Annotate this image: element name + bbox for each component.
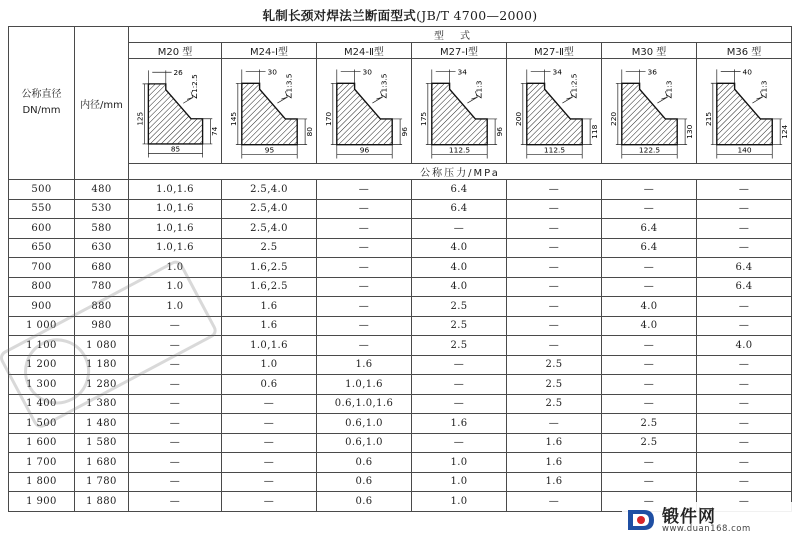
pressure-cell: — xyxy=(412,219,507,239)
pressure-cell: 1.6 xyxy=(507,433,602,453)
table-row xyxy=(9,375,792,395)
profile-sketch-cell xyxy=(412,59,507,164)
pressure-cell: 6.4 xyxy=(412,180,507,200)
dn-cell: 1 100 xyxy=(9,336,75,356)
dim-top: 34 xyxy=(457,67,467,77)
dn-cell: 700 xyxy=(9,258,75,278)
dim-height: 145 xyxy=(228,111,238,126)
inner-diameter-cell: 780 xyxy=(75,277,129,297)
pressure-cell: — xyxy=(129,414,222,434)
dn-cell: 800 xyxy=(9,277,75,297)
type-name: M27-Ⅰ型 xyxy=(412,43,507,59)
pressure-cell: 1.6 xyxy=(317,355,412,375)
dim-top: 34 xyxy=(552,67,562,77)
flange-profile-diagram xyxy=(602,59,696,163)
pressure-cell: — xyxy=(222,394,317,414)
dim-height: 170 xyxy=(323,111,333,126)
pressure-cell: 0.6,1.0 xyxy=(317,414,412,434)
dn-cell: 600 xyxy=(9,219,75,239)
inner-diameter-cell: 630 xyxy=(75,238,129,258)
pressure-header: 公称压力/MPa xyxy=(129,164,792,180)
pressure-cell: 2.5 xyxy=(602,433,697,453)
dim-base: 122.5 xyxy=(638,145,661,155)
dim-hub: 96 xyxy=(400,127,410,137)
pressure-cell: 4.0 xyxy=(602,297,697,317)
pressure-cell: — xyxy=(129,394,222,414)
dim-base: 85 xyxy=(170,144,181,154)
dim-hub: 74 xyxy=(210,126,220,136)
dim-height: 175 xyxy=(418,111,428,126)
pressure-cell: 1.6 xyxy=(412,414,507,434)
logo-mark-icon xyxy=(624,504,656,536)
pressure-cell: 2.5,4.0 xyxy=(222,180,317,200)
dim-top: 36 xyxy=(647,67,657,77)
pressure-cell: 2.5,4.0 xyxy=(222,219,317,239)
dn-cell: 500 xyxy=(9,180,75,200)
dn-cell: 1 200 xyxy=(9,355,75,375)
pressure-cell: — xyxy=(507,336,602,356)
dn-cell: 1 500 xyxy=(9,414,75,434)
pressure-cell: 0.6 xyxy=(317,492,412,512)
flange-spec-table xyxy=(8,26,792,512)
pressure-cell: 1.0,1.6 xyxy=(129,180,222,200)
table-row xyxy=(9,238,792,258)
dn-header-unit: DN/mm xyxy=(22,105,61,116)
flange-profile-diagram xyxy=(129,59,221,163)
type-group-header: 型式 xyxy=(129,27,792,43)
pressure-cell: — xyxy=(222,453,317,473)
dim-hub: 80 xyxy=(305,127,315,137)
dim-taper: ∠1:3 xyxy=(664,80,674,100)
pressure-cell: — xyxy=(602,180,697,200)
pressure-cell: 0.6,1.0 xyxy=(317,433,412,453)
pressure-cell: 2.5,4.0 xyxy=(222,199,317,219)
pressure-cell: 1.6 xyxy=(507,472,602,492)
dim-taper: ∠1:3 xyxy=(759,80,769,100)
pressure-cell: — xyxy=(317,258,412,278)
table-row xyxy=(9,472,792,492)
inner-diameter-cell: 1 780 xyxy=(75,472,129,492)
pressure-cell: — xyxy=(129,355,222,375)
pressure-cell: — xyxy=(507,238,602,258)
pressure-cell: — xyxy=(317,336,412,356)
pressure-cell: — xyxy=(222,433,317,453)
pressure-cell: 2.5 xyxy=(412,336,507,356)
pressure-cell: 4.0 xyxy=(602,316,697,336)
inner-diameter-cell: 1 280 xyxy=(75,375,129,395)
pressure-cell: 2.5 xyxy=(602,414,697,434)
pressure-cell: — xyxy=(129,433,222,453)
pressure-cell: — xyxy=(697,414,792,434)
pressure-cell: — xyxy=(317,297,412,317)
table-row xyxy=(9,336,792,356)
flange-profile-diagram xyxy=(507,59,601,163)
pressure-cell: — xyxy=(602,472,697,492)
dn-cell: 1 000 xyxy=(9,316,75,336)
flange-profile-diagram xyxy=(412,59,506,163)
table-row xyxy=(9,433,792,453)
dim-base: 95 xyxy=(264,145,275,155)
pressure-cell: 2.5 xyxy=(507,375,602,395)
profile-sketch-cell xyxy=(129,59,222,164)
inner-diameter-cell: 1 880 xyxy=(75,492,129,512)
pressure-cell: — xyxy=(317,199,412,219)
table-row xyxy=(9,180,792,200)
title-text: 轧制长颈对焊法兰断面型式 xyxy=(262,8,417,23)
pressure-cell: — xyxy=(412,394,507,414)
inner-diameter-cell: 1 580 xyxy=(75,433,129,453)
pressure-cell: 1.0,1.6 xyxy=(129,219,222,239)
site-logo xyxy=(622,502,792,538)
pressure-cell: 4.0 xyxy=(697,336,792,356)
table-row xyxy=(9,394,792,414)
dn-header xyxy=(9,27,75,180)
pressure-cell: — xyxy=(222,492,317,512)
pressure-cell: 1.0,1.6 xyxy=(129,238,222,258)
dim-base: 140 xyxy=(737,145,752,155)
dn-cell: 1 400 xyxy=(9,394,75,414)
dn-cell: 650 xyxy=(9,238,75,258)
pressure-cell: — xyxy=(129,316,222,336)
pressure-cell: 2.5 xyxy=(412,297,507,317)
dim-taper: ∠1:2.5 xyxy=(569,73,579,100)
pressure-cell: — xyxy=(412,433,507,453)
dim-height: 200 xyxy=(513,111,523,126)
dim-taper: ∠1:3 xyxy=(474,80,484,100)
dim-taper: ∠1:3.5 xyxy=(379,73,389,100)
pressure-cell: — xyxy=(602,375,697,395)
table-row xyxy=(9,316,792,336)
dim-hub: 130 xyxy=(685,124,695,139)
profile-sketch-cell xyxy=(602,59,697,164)
inner-diameter-header: 内径/mm xyxy=(75,27,129,180)
logo-name: 锻件网 xyxy=(662,507,716,527)
pressure-cell: — xyxy=(602,258,697,278)
pressure-cell: 1.0 xyxy=(129,297,222,317)
pressure-cell: 1.0,1.6 xyxy=(129,199,222,219)
pressure-cell: 1.0,1.6 xyxy=(317,375,412,395)
dim-hub: 118 xyxy=(590,124,600,139)
pressure-cell: — xyxy=(412,375,507,395)
dn-cell: 550 xyxy=(9,199,75,219)
pressure-cell: — xyxy=(602,394,697,414)
logo-url: www.duan168.com xyxy=(662,524,751,534)
pressure-cell: 0.6,1.0,1.6 xyxy=(317,394,412,414)
flange-profile-diagram xyxy=(317,59,411,163)
dim-base: 112.5 xyxy=(448,145,471,155)
pressure-cell: — xyxy=(697,453,792,473)
inner-diameter-cell: 1 180 xyxy=(75,355,129,375)
dim-height: 215 xyxy=(703,111,713,126)
dim-top: 30 xyxy=(362,67,372,77)
inner-diameter-cell: 480 xyxy=(75,180,129,200)
pressure-cell: 2.5 xyxy=(507,355,602,375)
type-name: M24-Ⅰ型 xyxy=(222,43,317,59)
pressure-cell: — xyxy=(317,277,412,297)
pressure-cell: 1.6 xyxy=(507,453,602,473)
type-name: M30 型 xyxy=(602,43,697,59)
pressure-cell: — xyxy=(317,316,412,336)
pressure-cell: 6.4 xyxy=(697,258,792,278)
table-row xyxy=(9,414,792,434)
pressure-cell: — xyxy=(507,492,602,512)
profile-sketch-cell xyxy=(222,59,317,164)
pressure-cell: — xyxy=(507,297,602,317)
pressure-cell: — xyxy=(602,453,697,473)
dim-hub: 124 xyxy=(780,124,790,139)
pressure-cell: — xyxy=(507,277,602,297)
pressure-cell: — xyxy=(697,355,792,375)
dim-hub: 96 xyxy=(495,127,505,137)
pressure-cell: — xyxy=(129,375,222,395)
dim-height: 125 xyxy=(135,111,145,126)
pressure-cell: 6.4 xyxy=(602,219,697,239)
type-name: M24-Ⅱ型 xyxy=(317,43,412,59)
pressure-cell: 1.0 xyxy=(412,492,507,512)
type-name: M27-Ⅱ型 xyxy=(507,43,602,59)
table-body xyxy=(9,180,792,512)
pressure-cell: — xyxy=(507,219,602,239)
pressure-cell: 6.4 xyxy=(412,199,507,219)
inner-diameter-cell: 1 080 xyxy=(75,336,129,356)
dim-height: 220 xyxy=(608,111,618,126)
type-name: M36 型 xyxy=(697,43,792,59)
pressure-cell: 1.0 xyxy=(129,258,222,278)
profile-sketch-cell xyxy=(317,59,412,164)
pressure-cell: 1.0 xyxy=(222,355,317,375)
inner-diameter-cell: 580 xyxy=(75,219,129,239)
flange-profile-diagram xyxy=(222,59,316,163)
dn-cell: 1 600 xyxy=(9,433,75,453)
pressure-cell: — xyxy=(129,492,222,512)
flange-profile-diagram xyxy=(697,59,791,163)
pressure-cell: — xyxy=(129,472,222,492)
pressure-cell: 1.6,2.5 xyxy=(222,277,317,297)
dim-taper: ∠1:3.5 xyxy=(284,73,294,100)
pressure-cell: 1.0,1.6 xyxy=(222,336,317,356)
pressure-cell: — xyxy=(507,316,602,336)
dn-cell: 1 300 xyxy=(9,375,75,395)
dn-cell: 1 800 xyxy=(9,472,75,492)
inner-diameter-cell: 1 480 xyxy=(75,414,129,434)
pressure-cell: — xyxy=(507,414,602,434)
pressure-cell: 0.6 xyxy=(222,375,317,395)
pressure-cell: — xyxy=(507,199,602,219)
pressure-cell: 2.5 xyxy=(412,316,507,336)
pressure-cell: — xyxy=(697,219,792,239)
pressure-cell: — xyxy=(222,472,317,492)
type-name: M20 型 xyxy=(129,43,222,59)
pressure-cell: — xyxy=(697,394,792,414)
table-row xyxy=(9,297,792,317)
pressure-cell: — xyxy=(697,472,792,492)
pressure-cell: — xyxy=(697,297,792,317)
pressure-cell: 0.6 xyxy=(317,472,412,492)
table-header xyxy=(9,27,792,180)
dim-top: 40 xyxy=(742,67,752,77)
dim-top: 26 xyxy=(173,68,183,78)
pressure-cell: 1.0 xyxy=(412,472,507,492)
table-row xyxy=(9,258,792,278)
dim-base: 96 xyxy=(359,145,370,155)
pressure-cell: 4.0 xyxy=(412,238,507,258)
pressure-cell: 1.6 xyxy=(222,316,317,336)
pressure-cell: — xyxy=(222,414,317,434)
pressure-cell: 1.6,2.5 xyxy=(222,258,317,278)
pressure-cell: — xyxy=(697,180,792,200)
pressure-cell: — xyxy=(507,258,602,278)
pressure-cell: 6.4 xyxy=(602,238,697,258)
pressure-cell: — xyxy=(129,336,222,356)
dn-cell: 1 900 xyxy=(9,492,75,512)
table-row xyxy=(9,199,792,219)
pressure-cell: — xyxy=(507,180,602,200)
pressure-cell: — xyxy=(697,238,792,258)
pressure-cell: 2.5 xyxy=(222,238,317,258)
dn-cell: 900 xyxy=(9,297,75,317)
dim-taper: ∠1:2.5 xyxy=(189,74,199,100)
page-title xyxy=(0,6,800,24)
inner-diameter-cell: 980 xyxy=(75,316,129,336)
inner-diameter-cell: 880 xyxy=(75,297,129,317)
pressure-cell: 4.0 xyxy=(412,258,507,278)
inner-diameter-cell: 1 680 xyxy=(75,453,129,473)
pressure-cell: — xyxy=(697,433,792,453)
pressure-cell: — xyxy=(602,277,697,297)
dn-header-label: 公称直径 xyxy=(21,89,62,100)
dim-top: 30 xyxy=(267,67,277,77)
pressure-cell: — xyxy=(317,238,412,258)
pressure-cell: 2.5 xyxy=(507,394,602,414)
pressure-cell: — xyxy=(602,355,697,375)
pressure-cell: 6.4 xyxy=(697,277,792,297)
inner-diameter-cell: 530 xyxy=(75,199,129,219)
pressure-cell: 1.0 xyxy=(412,453,507,473)
pressure-cell: — xyxy=(602,336,697,356)
inner-diameter-cell: 1 380 xyxy=(75,394,129,414)
pressure-cell: 1.0 xyxy=(129,277,222,297)
table-row xyxy=(9,453,792,473)
pressure-cell: — xyxy=(602,199,697,219)
pressure-cell: — xyxy=(317,180,412,200)
dn-cell: 1 700 xyxy=(9,453,75,473)
profile-sketch-cell xyxy=(507,59,602,164)
profile-sketch-cell xyxy=(697,59,792,164)
inner-diameter-cell: 680 xyxy=(75,258,129,278)
pressure-cell: — xyxy=(412,355,507,375)
table-row xyxy=(9,219,792,239)
pressure-cell: 1.6 xyxy=(222,297,317,317)
standard-code: (JB/T 4700—2000) xyxy=(416,8,538,23)
pressure-cell: 4.0 xyxy=(412,277,507,297)
pressure-cell: — xyxy=(697,199,792,219)
pressure-cell: — xyxy=(697,375,792,395)
pressure-cell: — xyxy=(129,453,222,473)
table-row xyxy=(9,277,792,297)
pressure-cell: 0.6 xyxy=(317,453,412,473)
table-row xyxy=(9,355,792,375)
pressure-cell: — xyxy=(317,219,412,239)
dim-base: 112.5 xyxy=(543,145,566,155)
pressure-cell: — xyxy=(697,316,792,336)
